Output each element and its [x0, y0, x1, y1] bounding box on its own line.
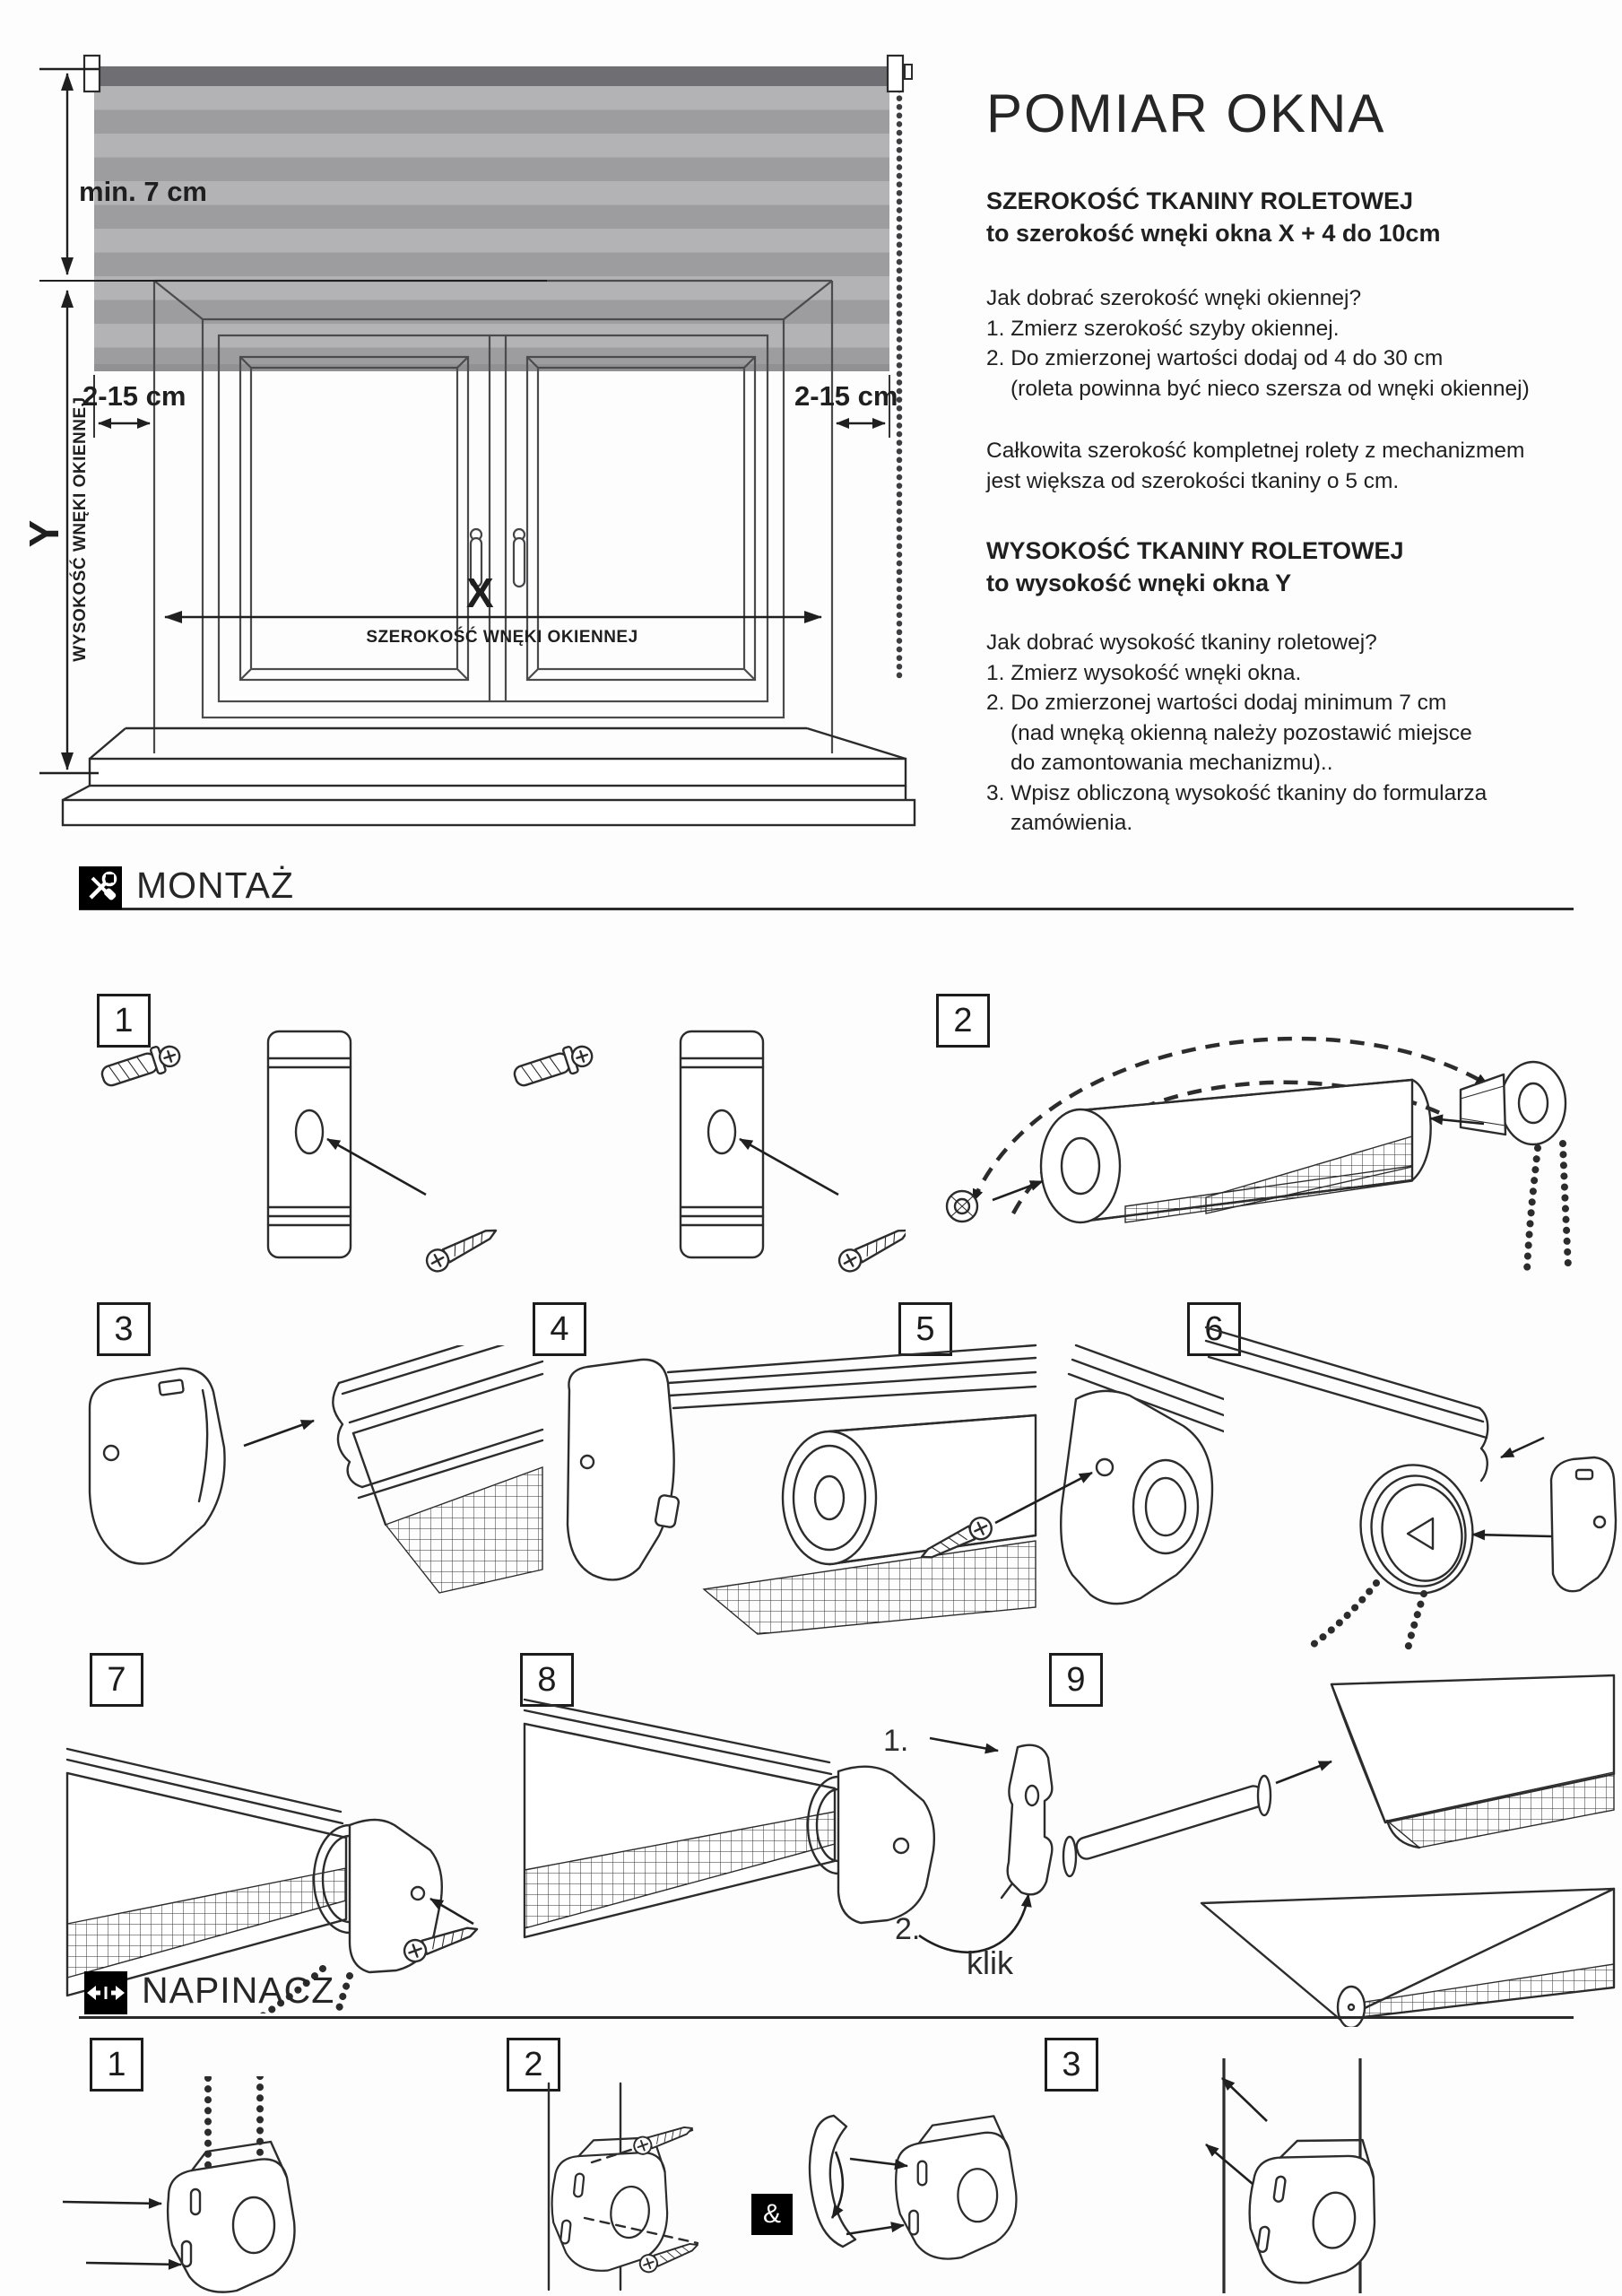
montaz-step-1: 1 — [97, 994, 151, 1048]
napinacz2-illustration — [502, 2076, 1067, 2296]
step3-illustration-cover — [54, 1345, 547, 1641]
width-section-heading — [986, 185, 1440, 249]
left-offset-label: 2-15 cm — [82, 380, 186, 412]
list-item: 1. Zmierz wysokość wnęki okna. — [986, 660, 1302, 685]
napinacz3-illustration — [1116, 2058, 1538, 2296]
min-height-label: min. 7 cm — [79, 176, 207, 207]
montaz-step-6: 6 — [1187, 1302, 1241, 1356]
step1-illustration-brackets — [54, 1022, 906, 1283]
heading-line: to wysokość wnęki okna Y — [986, 570, 1292, 596]
list-item: (roleta powinna być nieco szersza od wnęki okiennej) — [1010, 376, 1530, 401]
end-cap — [838, 1767, 934, 1923]
roller-top-bar — [94, 66, 889, 86]
cover-snap — [810, 2116, 1016, 2259]
mounting-bracket-top-left — [84, 56, 100, 91]
montaz-step-2: 2 — [936, 994, 990, 1048]
heading-line: WYSOKOŚĆ TKANINY ROLETOWEJ — [986, 537, 1404, 564]
montaz-step-5: 5 — [898, 1302, 952, 1356]
blind-chain — [888, 56, 912, 678]
napinacz-divider — [79, 2016, 1574, 2019]
montaz-step-7: 7 — [90, 1653, 143, 1707]
width-symbol: X — [466, 570, 494, 616]
list-item: 2. Do zmierzonej wartości dodaj od 4 do 30 cm — [986, 346, 1444, 370]
width-section-note — [986, 436, 1524, 496]
montaz-title: MONTAŻ — [136, 865, 295, 906]
heading-line: to szerokość wnęki okna X + 4 do 10cm — [986, 220, 1441, 247]
side-cover — [1551, 1457, 1616, 1591]
step5-illustration-screw — [897, 1318, 1224, 1641]
tools-icon — [79, 866, 122, 909]
end-cover — [90, 1369, 225, 1564]
list-item: zamówienia. — [1010, 811, 1133, 835]
height-section-instructions — [986, 628, 1487, 839]
list-item: do zamontowania mechanizmu).. — [1010, 751, 1333, 775]
window-sill — [63, 728, 915, 825]
question: Jak dobrać szerokość wnęki okiennej? — [986, 286, 1362, 310]
chain-mechanism — [1430, 1062, 1568, 1271]
question: Jak dobrać wysokość tkaniny roletowej? — [986, 631, 1377, 655]
rail-profile — [333, 1345, 542, 1593]
note-line: jest większa od szerokości tkaniny o 5 cm. — [986, 468, 1400, 493]
width-caption: SZEROKOŚĆ WNĘKI OKIENNEJ — [366, 628, 638, 647]
napinacz-step-2: 2 — [507, 2038, 560, 2092]
finished-bottom — [1201, 1889, 1614, 2027]
page-title: POMIAR OKNA — [986, 83, 1386, 144]
montaz-step-9: 9 — [1049, 1653, 1103, 1707]
end-cap — [568, 1360, 680, 1580]
chain-wheel — [1309, 1455, 1485, 1649]
list-item: 3. Wpisz obliczoną wysokość tkaniny do formularza — [986, 780, 1488, 805]
list-item: 2. Do zmierzonej wartości dodaj minimum 7 cm — [986, 691, 1447, 715]
left-end-plug — [947, 1181, 1043, 1222]
step9-illustration-bottom-bar — [1036, 1668, 1622, 2027]
montaz-step-3: 3 — [97, 1302, 151, 1356]
width-section-instructions — [986, 283, 1530, 404]
step8-label-1: 1. — [883, 1724, 909, 1758]
napinacz-step-1: 1 — [90, 2038, 143, 2092]
tension-arrows-icon — [84, 1971, 127, 2014]
step7-illustration-assembled — [54, 1709, 547, 2013]
montaz-divider — [79, 908, 1574, 910]
fabric-pocket — [1331, 1675, 1614, 1848]
weight-bar — [1063, 1761, 1331, 1876]
roller-blind-fabric — [94, 66, 889, 371]
step6-illustration-chain-wheel — [1193, 1305, 1621, 1650]
step2-illustration-roll — [910, 982, 1618, 1292]
step8-label-klik: klik — [967, 1944, 1013, 1981]
napinacz-title: NAPINACZ — [142, 1970, 335, 2011]
window-measurement-diagram — [27, 36, 959, 843]
note-line: Całkowita szerokość kompletnej rolety z mechanizmem — [986, 439, 1525, 463]
napinacz1-illustration — [54, 2076, 439, 2296]
end-cap — [1061, 1391, 1212, 1604]
height-section-heading — [986, 535, 1404, 599]
montaz-step-8: 8 — [520, 1653, 574, 1707]
fabric-roll — [1041, 1080, 1431, 1222]
right-offset-label: 2-15 cm — [794, 380, 898, 412]
list-item: 1. Zmierz szerokość szyby okiennej. — [986, 316, 1340, 341]
montaz-step-4: 4 — [533, 1302, 586, 1356]
height-caption: WYSOKOŚĆ WNĘKI OKIENNEJ — [71, 396, 90, 662]
list-item: (nad wnęką okienną należy pozostawić miejsce — [1010, 720, 1472, 745]
ampersand-badge: & — [751, 2194, 793, 2235]
step8-label-2: 2. — [895, 1912, 921, 1946]
heading-line: SZEROKOŚĆ TKANINY ROLETOWEJ — [986, 187, 1414, 214]
napinacz-step-3: 3 — [1045, 2038, 1098, 2092]
height-symbol: Y — [21, 519, 67, 548]
